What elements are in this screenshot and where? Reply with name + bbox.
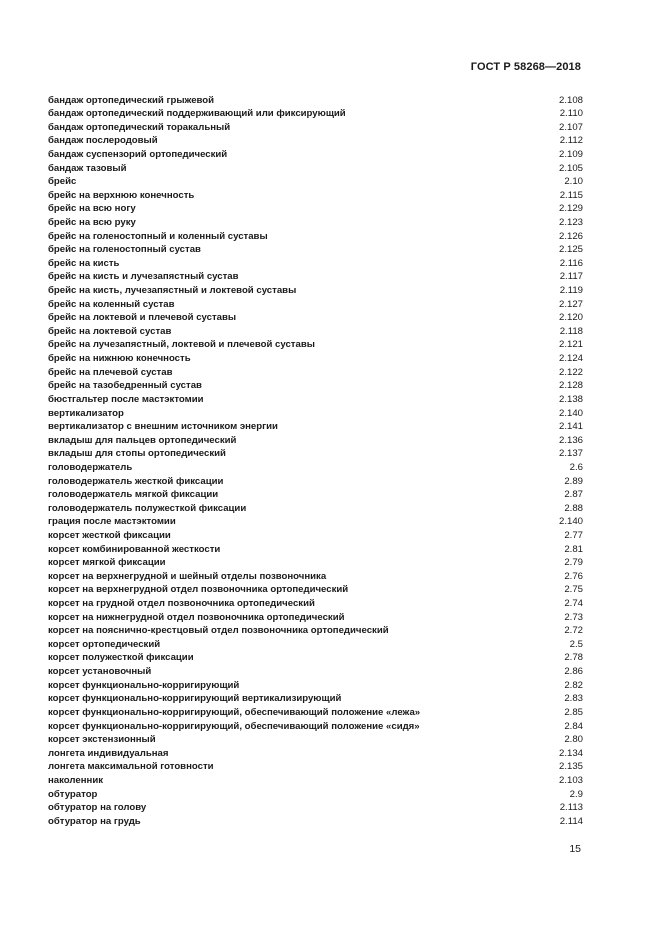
index-term: брейс на кисть и лучезапястный сустав xyxy=(48,271,239,283)
index-entry xyxy=(48,529,583,543)
index-term: лонгета индивидуальная xyxy=(48,747,169,759)
index-ref: 2.84 xyxy=(564,720,583,732)
index-entry xyxy=(48,774,583,788)
index-ref: 2.136 xyxy=(558,434,583,446)
index-ref: 2.77 xyxy=(564,530,583,541)
index-term: корсет на верхнегрудной отдел позвоночника ортопедический xyxy=(48,584,349,596)
document-header: ГОСТ Р 58268—2018 xyxy=(470,61,581,73)
index-entry xyxy=(48,488,583,502)
index-term: обтуратор на голову xyxy=(48,802,147,814)
index-term: брейс на голеностопный сустав xyxy=(48,244,201,256)
index-ref: 2.119 xyxy=(559,285,583,297)
index-term: корсет жесткой фиксации xyxy=(48,530,171,541)
index-entry xyxy=(48,162,583,176)
index-ref: 2.76 xyxy=(564,570,583,582)
index-term: брейс на всю руку xyxy=(48,216,136,228)
page-number: 15 xyxy=(569,843,581,855)
index-entry xyxy=(48,665,583,679)
index-ref: 2.124 xyxy=(558,353,583,365)
index-term: корсет функционально-корригирующий, обеспечивающий положение «лежа» xyxy=(48,706,421,718)
index-entry xyxy=(48,720,583,734)
index-entry xyxy=(48,651,583,665)
index-ref: 2.137 xyxy=(558,448,583,460)
index-entry xyxy=(48,393,583,407)
index-ref: 2.107 xyxy=(558,121,583,133)
index-ref: 2.9 xyxy=(569,788,583,800)
index-ref: 2.83 xyxy=(564,693,583,705)
index-entry xyxy=(48,94,583,108)
index-ref: 2.80 xyxy=(564,734,583,746)
index-ref: 2.89 xyxy=(564,475,583,487)
index-entry xyxy=(48,284,583,298)
index-ref: 2.120 xyxy=(558,312,583,324)
index-entry xyxy=(48,230,583,244)
index-term: брейс на тазобедренный сустав xyxy=(48,380,202,392)
index-term: брейс на плечевой сустав xyxy=(48,366,173,378)
index-term: корсет установочный xyxy=(48,666,152,678)
index-entry xyxy=(48,583,583,597)
index-ref: 2.81 xyxy=(564,543,583,555)
index-term: корсет полужесткой фиксации xyxy=(48,652,194,664)
index-ref: 2.73 xyxy=(564,611,583,623)
index-ref: 2.105 xyxy=(558,162,583,174)
index-term: брейс на лучезапястный, локтевой и плечевой суставы xyxy=(48,339,315,351)
index-ref: 2.5 xyxy=(569,638,583,650)
index-ref: 2.78 xyxy=(564,652,583,664)
index-entry xyxy=(48,434,583,448)
index-ref: 2.138 xyxy=(558,393,583,405)
index-ref: 2.129 xyxy=(558,203,583,215)
index-term: брейс на кисть xyxy=(48,257,120,269)
index-term: наколенник xyxy=(48,774,104,786)
index-ref: 2.135 xyxy=(558,761,583,773)
index-ref: 2.122 xyxy=(558,366,583,378)
index-term: корсет функционально-корригирующий, обеспечивающий положение «сидя» xyxy=(48,720,420,732)
index-ref: 2.82 xyxy=(564,679,583,691)
index-term: брейс на кисть, лучезапястный и локтевой суставы xyxy=(48,285,297,297)
index-entry xyxy=(48,216,583,230)
index-ref: 2.112 xyxy=(559,135,583,147)
index-entry xyxy=(48,788,583,802)
index-ref: 2.10 xyxy=(564,176,583,188)
index-term: корсет на пояснично-крестцовый отдел позвоночника ортопедический xyxy=(48,625,389,637)
index-ref: 2.75 xyxy=(564,584,583,596)
index-entry xyxy=(48,760,583,774)
index-ref: 2.141 xyxy=(558,421,583,433)
index-term: брейс на локтевой и плечевой суставы xyxy=(48,312,237,324)
index-ref: 2.134 xyxy=(558,747,583,759)
index-ref: 2.113 xyxy=(559,802,583,814)
index-entry xyxy=(48,407,583,421)
index-entry xyxy=(48,502,583,516)
index-term: брейс на нижнюю конечность xyxy=(48,353,191,365)
index-term: брейс на верхнюю конечность xyxy=(48,189,195,201)
index-term: лонгета максимальной готовности xyxy=(48,761,214,773)
index-ref: 2.110 xyxy=(559,108,583,120)
index-ref: 2.121 xyxy=(558,339,583,351)
index-ref: 2.115 xyxy=(559,189,583,201)
index-entry xyxy=(48,747,583,761)
index-ref: 2.140 xyxy=(558,407,583,419)
index-entry xyxy=(48,692,583,706)
index-term: корсет функционально-корригирующий вертикализирующий xyxy=(48,693,342,705)
index-ref: 2.88 xyxy=(564,502,583,514)
index-entry xyxy=(48,352,583,366)
index-ref: 2.128 xyxy=(558,380,583,392)
index-entry xyxy=(48,543,583,557)
index-entry xyxy=(48,107,583,121)
index-term: корсет ортопедический xyxy=(48,638,161,650)
index-ref: 2.109 xyxy=(558,148,583,160)
index-entry xyxy=(48,461,583,475)
index-entry xyxy=(48,570,583,584)
index-term: бандаж ортопедический торакальный xyxy=(48,121,231,133)
index-entry xyxy=(48,815,583,829)
index-ref: 2.86 xyxy=(564,666,583,678)
index-ref: 2.6 xyxy=(569,461,583,473)
index-ref: 2.103 xyxy=(558,774,583,786)
index-term: брейс xyxy=(48,176,77,188)
index-entry xyxy=(48,366,583,380)
index-term: вкладыш для стопы ортопедический xyxy=(48,448,226,460)
index-term: головодержатель полужесткой фиксации xyxy=(48,502,247,514)
index-entry xyxy=(48,243,583,257)
index-entry xyxy=(48,379,583,393)
index-ref: 2.74 xyxy=(564,598,583,610)
index-ref: 2.140 xyxy=(558,516,583,528)
index-ref: 2.118 xyxy=(559,325,583,337)
index-entry xyxy=(48,338,583,352)
index-entry xyxy=(48,475,583,489)
index-term: бандаж тазовый xyxy=(48,162,127,174)
index-ref: 2.85 xyxy=(564,706,583,718)
index-term: брейс на голеностопный и коленный суставы xyxy=(48,230,268,242)
index-term: обтуратор на грудь xyxy=(48,815,141,827)
index-term: вертикализатор xyxy=(48,407,124,419)
index-ref: 2.87 xyxy=(564,489,583,501)
index-term: бюстгальтер после мастэктомии xyxy=(48,393,204,405)
index-entry xyxy=(48,270,583,284)
index-ref: 2.126 xyxy=(558,230,583,242)
index-term: головодержатель мягкой фиксации xyxy=(48,489,219,501)
index-ref: 2.117 xyxy=(559,271,583,283)
index-term: головодержатель xyxy=(48,461,133,473)
index-term: бандаж ортопедический грыжевой xyxy=(48,94,215,106)
index-term: брейс на коленный сустав xyxy=(48,298,175,310)
index-term: головодержатель жесткой фиксации xyxy=(48,475,224,487)
index-term: корсет мягкой фиксации xyxy=(48,557,166,569)
index-term: вертикализатор с внешним источником энергии xyxy=(48,421,278,433)
index-entry xyxy=(48,134,583,148)
index-entry xyxy=(48,148,583,162)
index-entry xyxy=(48,121,583,135)
index-entry xyxy=(48,298,583,312)
index-ref: 2.114 xyxy=(559,815,583,827)
index-entry xyxy=(48,447,583,461)
index-ref: 2.72 xyxy=(564,625,583,637)
index-ref: 2.116 xyxy=(559,257,583,269)
index-entry xyxy=(48,420,583,434)
index-ref: 2.123 xyxy=(558,216,583,228)
index-entry xyxy=(48,638,583,652)
index-ref: 2.79 xyxy=(564,557,583,569)
index-ref: 2.127 xyxy=(558,298,583,310)
index-term: брейс на всю ногу xyxy=(48,203,136,215)
index-term: бандаж суспензорий ортопедический xyxy=(48,148,228,160)
index-entry xyxy=(48,202,583,216)
index-term: бандаж послеродовый xyxy=(48,135,158,147)
index-entry xyxy=(48,706,583,720)
index-ref: 2.125 xyxy=(558,244,583,256)
index-entry xyxy=(48,257,583,271)
index-entry xyxy=(48,515,583,529)
index-entry xyxy=(48,556,583,570)
index-ref: 2.108 xyxy=(558,94,583,106)
index-entry xyxy=(48,801,583,815)
index-entry xyxy=(48,325,583,339)
index-term: обтуратор xyxy=(48,788,98,800)
index-term: брейс на локтевой сустав xyxy=(48,325,172,337)
index-entry xyxy=(48,311,583,325)
index-term: корсет комбинированной жесткости xyxy=(48,543,221,555)
index-term: вкладыш для пальцев ортопедический xyxy=(48,434,237,446)
index-entry xyxy=(48,597,583,611)
alphabetical-index xyxy=(48,94,583,829)
index-term: корсет функционально-корригирующий xyxy=(48,679,240,691)
index-entry xyxy=(48,733,583,747)
index-entry xyxy=(48,611,583,625)
index-term: корсет на нижнегрудной отдел позвоночника ортопедический xyxy=(48,611,345,623)
index-term: корсет на верхнегрудной и шейный отделы позвоночника xyxy=(48,570,327,582)
index-term: грация после мастэктомии xyxy=(48,516,176,528)
index-term: корсет на грудной отдел позвоночника ортопедический xyxy=(48,598,315,610)
index-entry xyxy=(48,624,583,638)
index-term: корсет экстензионный xyxy=(48,734,156,746)
index-term: бандаж ортопедический поддерживающий или фиксирующий xyxy=(48,108,346,120)
index-entry xyxy=(48,189,583,203)
index-entry xyxy=(48,679,583,693)
index-entry xyxy=(48,175,583,189)
